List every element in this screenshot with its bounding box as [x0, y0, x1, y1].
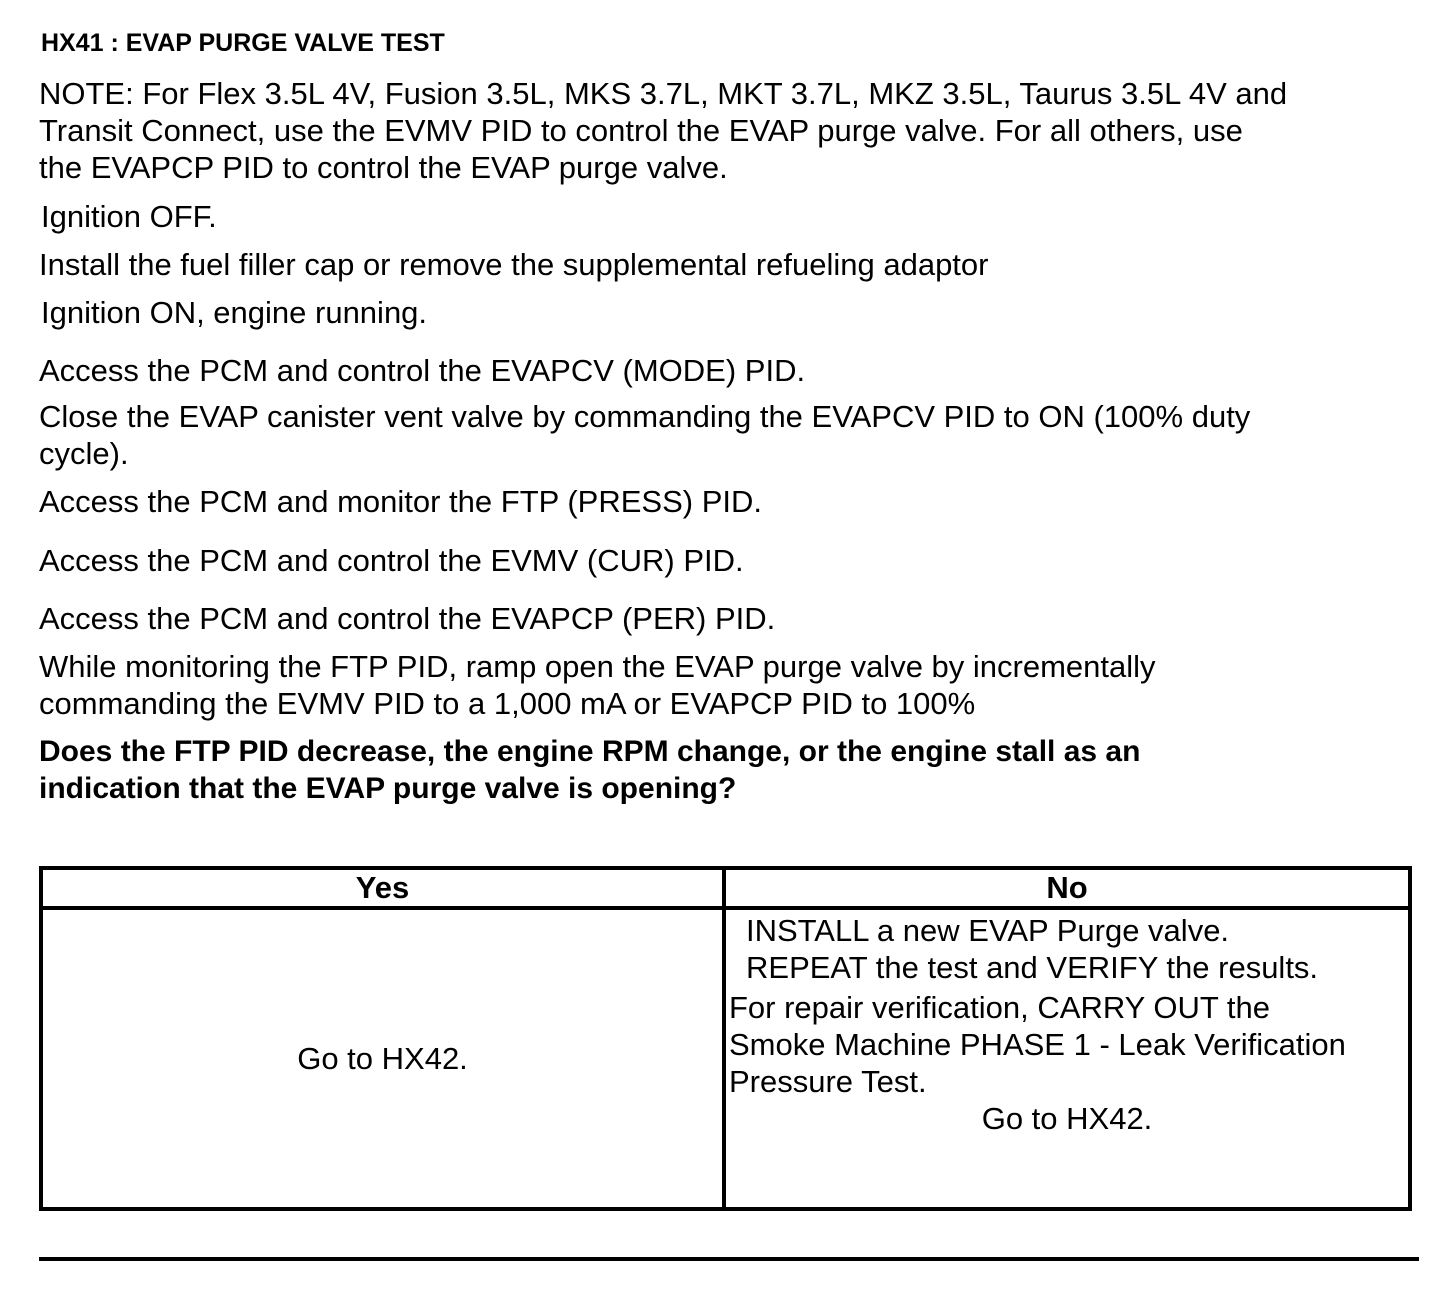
step-monitor-ftp: Access the PCM and monitor the FTP (PRESS) PID.: [39, 484, 763, 519]
step-install-cap: Install the fuel filler cap or remove the supplemental refueling adaptor: [39, 247, 989, 282]
note-line-3: the EVAPCP PID to control the EVAP purge valve.: [39, 150, 728, 185]
result-table: [39, 866, 1412, 1211]
no-install-line: INSTALL a new EVAP Purge valve.: [746, 913, 1230, 948]
step-control-evapcv: Access the PCM and control the EVAPCV (MODE) PID.: [39, 353, 806, 388]
no-verify-line-2: Smoke Machine PHASE 1 - Leak Verification: [729, 1027, 1346, 1062]
test-question: [39, 733, 1140, 807]
step-close-vent-line-2: cycle).: [39, 436, 129, 471]
table-header-row: [41, 868, 1410, 908]
step-ignition-off: Ignition OFF.: [41, 199, 217, 234]
step-close-vent-line-1: Close the EVAP canister vent valve by commanding the EVAPCV PID to ON (100% duty: [39, 399, 1251, 434]
step-control-evapcp: Access the PCM and control the EVAPCP (PER) PID.: [39, 601, 776, 636]
no-verify-line-1: For repair verification, CARRY OUT the: [729, 990, 1270, 1025]
question-line-2: indication that the EVAP purge valve is opening?: [39, 772, 737, 805]
no-repeat-line: REPEAT the test and VERIFY the results.: [746, 950, 1319, 985]
no-goto-line: Go to HX42.: [981, 1101, 1153, 1136]
step-control-evmv: Access the PCM and control the EVMV (CUR) PID.: [39, 543, 744, 578]
step-ramp-line-1: While monitoring the FTP PID, ramp open the EVAP purge valve by incrementally: [39, 649, 1156, 684]
step-ramp-line-2: commanding the EVMV PID to a 1,000 mA or EVAPCP PID to 100%: [39, 686, 976, 721]
question-line-1: Does the FTP PID decrease, the engine RPM change, or the engine stall as an: [39, 735, 1141, 768]
page-title: HX41 : EVAP PURGE VALVE TEST: [41, 29, 445, 57]
table-row: [41, 908, 1410, 1209]
yes-header: Yes: [41, 868, 724, 908]
note-line-1: NOTE: For Flex 3.5L 4V, Fusion 3.5L, MKS 3.7L, MKT 3.7L, MKZ 3.5L, Taurus 3.5L 4V and: [39, 76, 1288, 111]
no-action: [724, 908, 1410, 1209]
note-line-2: Transit Connect, use the EVMV PID to control the EVAP purge valve. For all others, use: [39, 113, 1243, 148]
no-verify-line-3: Pressure Test.: [729, 1064, 927, 1099]
no-header: No: [724, 868, 1410, 908]
step-ignition-on: Ignition ON, engine running.: [41, 295, 428, 330]
yes-action: Go to HX42.: [41, 908, 724, 1209]
bottom-divider: [39, 1257, 1419, 1261]
